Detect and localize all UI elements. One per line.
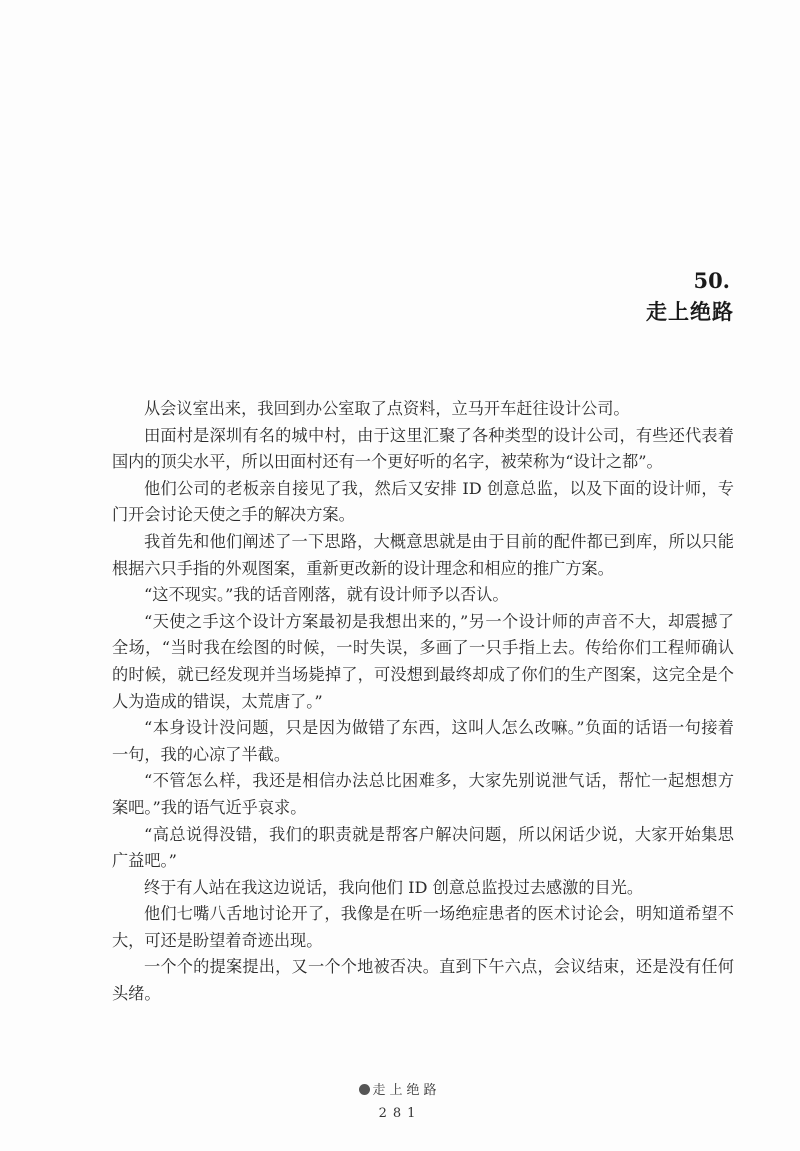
paragraph: 田面村是深圳有名的城中村，由于这里汇聚了各种类型的设计公司，有些还代表着国内的顶尖水平，所以田面村还有一个更好听的名字，被荣称为“设计之都”。 [112, 425, 734, 472]
paragraph: “天使之手这个设计方案最初是我想出来的，”另一个设计师的声音不大，却震撼了全场，“当时我在绘图的时候，一时失误，多画了一只手指上去。传给你们工程师确认的时候，就已经发现并当场毙掉了，可没想到最终却成了你们的生产图案，这完全是个人为造成的错误，太荒唐了。” [112, 611, 734, 711]
running-title: 走上绝路 [372, 1083, 441, 1098]
paragraph: 他们七嘴八舌地讨论开了，我像是在听一场绝症患者的医术讨论会，明知道希望不大，可还是盼望着奇迹出现。 [112, 904, 734, 950]
paragraph: “本身设计没问题，只是因为做错了东西，这叫人怎么改嘛。”负面的话语一句接着一句，我的心凉了半截。 [112, 718, 734, 764]
paragraph: 我首先和他们阐述了一下思路，大概意思就是由于目前的配件都已到库，所以只能根据六只手指的外观图案，重新更改新的设计理念和相应的推广方案。 [112, 531, 734, 578]
body-text [112, 396, 734, 1008]
page-number: 281 [378, 1106, 422, 1121]
paragraph: “不管怎么样，我还是相信办法总比困难多，大家先别说泄气话，帮忙一起想想方案吧。”我的语气近乎哀求。 [112, 771, 734, 817]
paragraph: “这不现实。”我的话音刚落，就有设计师予以否认。 [144, 585, 509, 605]
paragraph: “高总说得没错，我们的职责就是帮客户解决问题，所以闲话少说，大家开始集思广益吧。” [112, 824, 734, 871]
chapter-marker-icon [359, 1084, 370, 1095]
paragraph: 终于有人站在我这边说话，我向他们 ID 创意总监投过去感激的目光。 [144, 877, 644, 897]
running-footer [0, 1079, 800, 1098]
paragraph: 从会议室出来，我回到办公室取了点资料，立马开车赶往设计公司。 [144, 399, 630, 418]
chapter-number: 50. [693, 268, 730, 293]
chapter-title: 走上绝路 [646, 300, 734, 324]
paragraph: 一个个的提案提出，又一个个地被否决。直到下午六点，会议结束，还是没有任何头绪。 [112, 957, 734, 1004]
paragraph: 他们公司的老板亲自接见了我，然后又安排 ID 创意总监，以及下面的设计师，专门开会讨论天使之手的解决方案。 [112, 478, 734, 525]
